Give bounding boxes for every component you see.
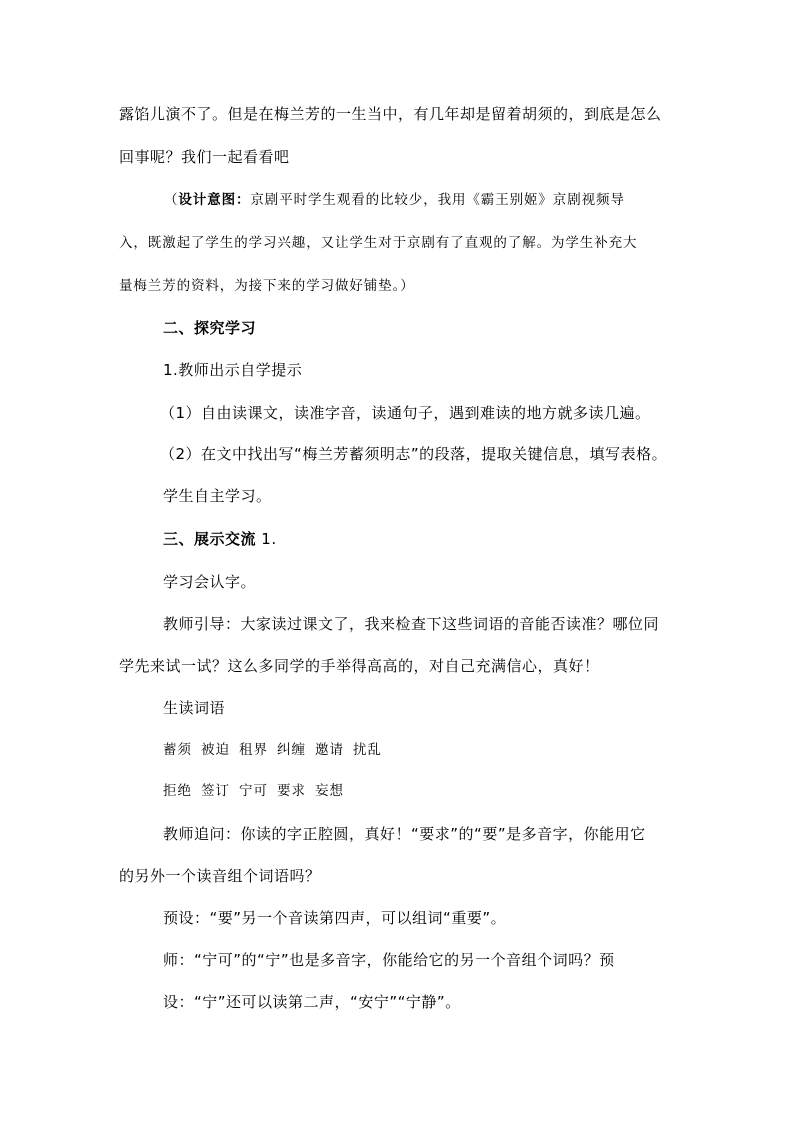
paragraph-line: 师：“宁可”的“宁”也是多音字，你能给它的另一个音组个词吗？预	[163, 951, 615, 969]
section-heading-text: 三、展示交流	[163, 530, 257, 548]
paragraph-line: 露馅儿演不了。但是在梅兰芳的一生当中，有几年却是留着胡须的，到底是怎么	[119, 105, 662, 123]
list-item: 1.教师出示自学提示	[163, 361, 303, 379]
design-intent-label: 设计意图：	[178, 192, 251, 208]
design-intent-line: 量梅兰芳的资料，为接下来的学习做好铺垫。）	[119, 278, 415, 294]
section-heading	[163, 529, 277, 549]
paragraph-line: 教师追问：你读的字正腔圆，真好！“要求”的“要”是多音字，你能用它	[163, 825, 646, 843]
list-item: （2）在文中找出写“梅兰芳蓄须明志”的段落，提取关键信息，填写表格。	[160, 445, 668, 463]
design-intent-line	[164, 190, 625, 210]
paragraph-line: 教师引导：大家读过课文了，我来检查下这些词语的音能否读准？哪位同	[163, 615, 660, 633]
paragraph-line: 学生自主学习。	[163, 487, 272, 505]
vocab-word: 妄想	[315, 783, 344, 799]
word-list-row	[163, 781, 353, 801]
vocab-word: 要求	[277, 783, 306, 799]
list-item: （1）自由读课文，读准字音，读通句子，遇到难读的地方就多读几遍。	[160, 404, 651, 422]
paragraph-line: 回事呢？我们一起看看吧	[119, 148, 290, 166]
vocab-word: 蓄须	[163, 742, 192, 758]
vocab-word: 被迫	[201, 742, 230, 758]
vocab-word: 扰乱	[353, 742, 382, 758]
paragraph-line: 学习会认字。	[163, 573, 257, 591]
paragraph-line: 设：“宁”还可以读第二声，“安宁”“宁静”。	[163, 993, 461, 1011]
section-heading: 二、探究学习	[163, 319, 257, 337]
vocab-word: 纠缠	[277, 742, 306, 758]
section-heading-suffix: 1.	[256, 530, 277, 548]
word-list-row	[163, 740, 391, 760]
paragraph-line: 学先来试一试？这么多同学的手举得高高的，对自己充满信心，真好！	[119, 657, 600, 675]
paragraph-line: 预设：“要”另一个音读第四声，可以组词“重要”。	[163, 909, 507, 927]
vocab-word: 租界	[239, 742, 268, 758]
paragraph-line: 的另外一个读音组个词语吗？	[119, 867, 321, 885]
open-paren: （	[164, 192, 179, 208]
vocab-word: 签订	[201, 783, 230, 799]
design-intent-line: 入，既激起了学生的学习兴趣，又让学生对于京剧有了直观的了解。为学生补充大	[119, 235, 638, 251]
paragraph-line: 生读词语	[163, 699, 226, 717]
vocab-word: 宁可	[239, 783, 268, 799]
vocab-word: 拒绝	[163, 783, 192, 799]
vocab-word: 邀请	[315, 742, 344, 758]
design-intent-text: 京剧平时学生观看的比较少，我用《霸王别姬》京剧视频导	[250, 192, 625, 208]
